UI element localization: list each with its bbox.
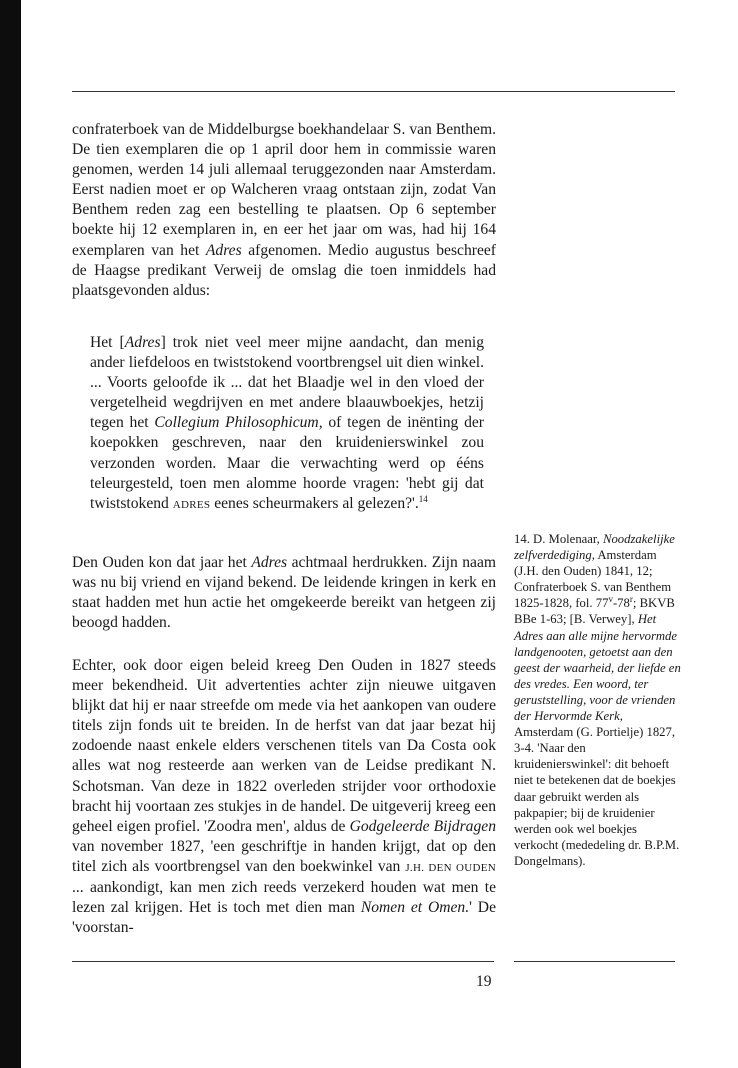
block-quote: Het [Adres] trok niet veel meer mijne aandacht, dan menig ander liefdeloos en twiststokend voortbrengsel uit dien winkel. ... Voorts geloofde ik ... dat het Blaadje wel in den vloed der vergetelheid wegdrijven en met andere blaauwboekjes, hetzij tegen het Collegium Philosophicum, of tegen de inënting der koepokken geschreven, naar den kruidenierswinkel zou verzonden worden. Maar die verwachting werd op ééns teleurgesteld, toen men alomme hoorde vragen: 'hebt gij dat twiststokend ADRES eenes scheurmakers al gelezen?'.$^{14}$ <box>90 334 484 512</box>
header-rule <box>72 91 675 92</box>
paragraph-2 <box>72 553 496 633</box>
footnote-ref-14[interactable]: 14 <box>418 493 428 504</box>
footer-rule-main <box>72 961 494 962</box>
paragraph-2-text: Den Ouden kon dat jaar het Adres achtmaal herdrukken. Zijn naam was nu bij vriend en vijand bekend. De leidende kringen in kerk en staat hadden met hun actie het omgekeerde bereikt van hetgeen zij beoogd hadden. <box>72 554 496 632</box>
paragraph-1 <box>72 120 496 301</box>
scan-binding-edge <box>0 0 21 1068</box>
paragraph-3-text: Echter, ook door eigen beleid kreeg Den Ouden in 1827 steeds meer bekendheid. Uit advertenties achter zijn nieuwe uitgaven blijkt dat hij er naar streefde om mede via het aankopen van oudere titels zijn fonds uit te breiden. In de herfst van dat jaar bezat hij zodoende naast enkele elders verschenen titels van Da Costa ook alles wat nog resteerde aan werken van de Leidse predikant N. Schotsman. Van deze in 1822 overleden strijder voor orthodoxie bracht hij voortaan zes stukjes in de handel. De uitgeverij kreeg een geheel eigen profiel. 'Zoodra men', aldus de Godgeleerde Bijdragen van november 1827, 'een geschriftje in handen krijgt, dat op den titel zich als voortbrengsel van den boekwinkel van J.H. DEN OUDEN ... aankondigt, kan men zich reeds verzekerd houden wat men te lezen zal krijgen. Het is toch met dien man Nomen et Omen.' De 'voorstan- <box>72 657 496 937</box>
page-number: 19 <box>476 973 492 990</box>
paragraph-3 <box>72 656 496 938</box>
paragraph-1-text: confraterboek van de Middelburgse boekhandelaar S. van Benthem. De tien exemplaren die op 1 april door hem in commissie waren genomen, werden 14 juli allemaal teruggezonden naar Amsterdam. Eerst nadien moet er op Walcheren vraag ontstaan zijn, zodat Van Benthem reden zag een bestelling te plaatsen. Op 6 september boekte hij 12 exemplaren in, en eer het jaar om was, had hij 164 exemplaren van het Adres afgenomen. Medio augustus beschreef de Haagse predikant Verweij de omslag die toen inmiddels had plaatsgevonden aldus: <box>72 121 496 299</box>
footer-rule-margin <box>514 961 675 962</box>
footnote-14: 14. D. Molenaar, Noodzakelijke zelfverdediging, Amsterdam (J.H. den Ouden) 1841, 12; Confraterboek S. van Benthem 1825-1828, fol. 77$^v$-78$^r$; BKVB BBe 1-63; [B. Verwey], Het Adres aan alle mijne hervormde landgenooten, getoetst aan den geest der waarheid, der liefde en des vredes. Een woord, ter geruststelling, voor de vrienden der Hervormde Kerk, Amsterdam (G. Portielje) 1827, 3-4. 'Naar den kruidenierswinkel': dit behoeft niet te betekenen dat de boekjes daar gebruikt werden als pakpapier; bij de kruidenier werden ook wel boekjes verkocht (mededeling dr. B.P.M. Dongelmans). <box>514 532 681 868</box>
